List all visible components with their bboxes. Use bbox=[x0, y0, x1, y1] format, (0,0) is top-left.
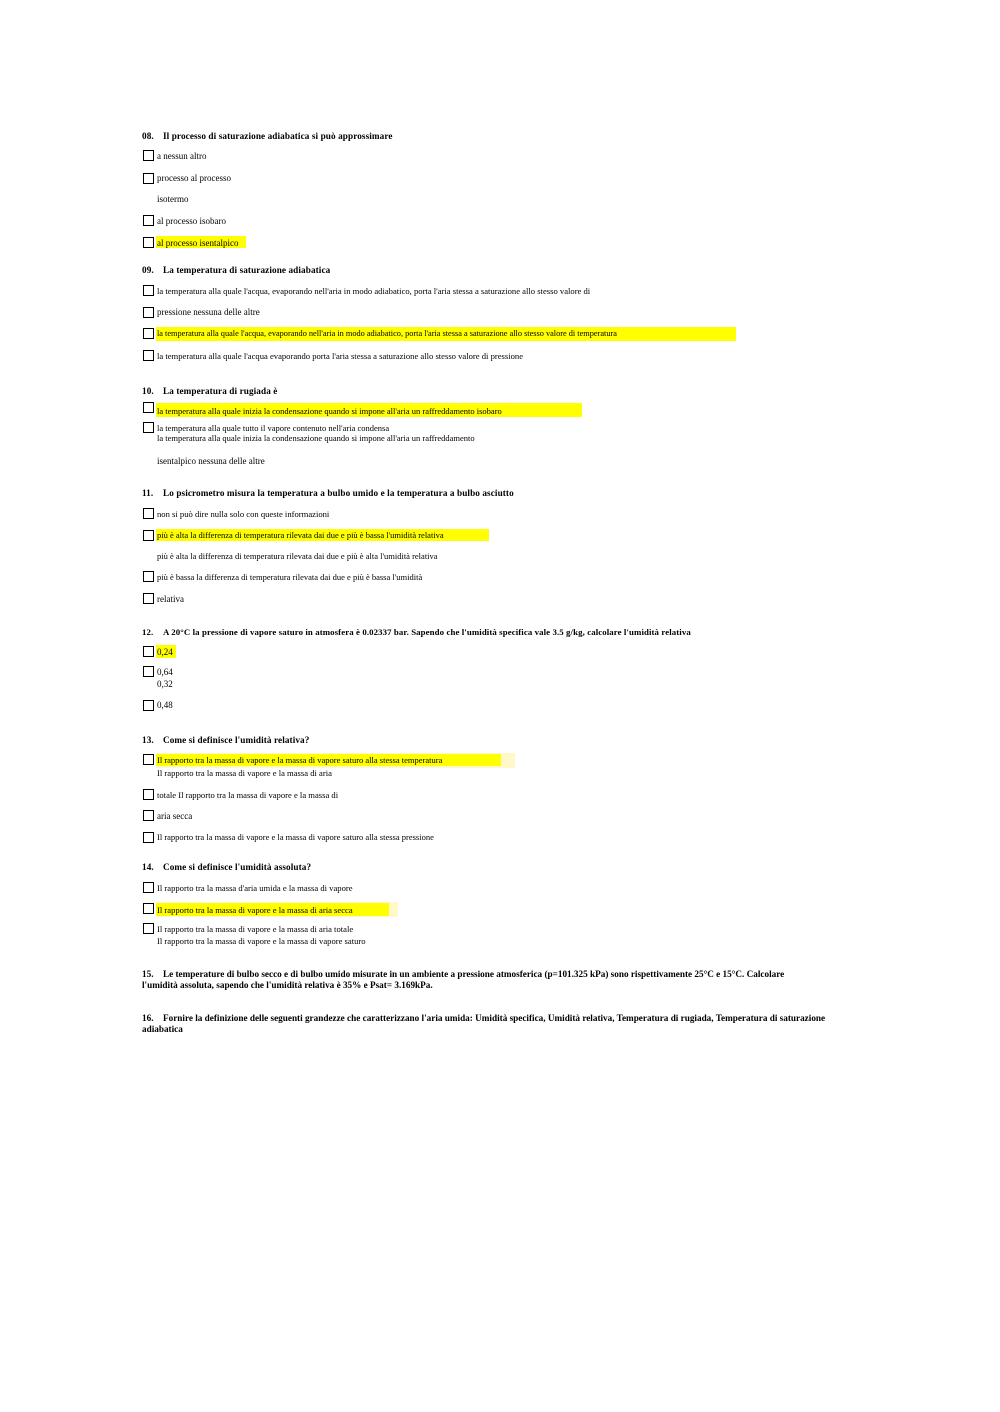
answer-checkbox[interactable] bbox=[143, 789, 154, 800]
answer-checkbox[interactable] bbox=[143, 328, 154, 339]
answer-text: la temperatura alla quale inizia la condensazione quando si impone all'aria un raffreddamento bbox=[157, 433, 475, 443]
answer-text: relativa bbox=[157, 594, 184, 604]
answer-checkbox[interactable] bbox=[143, 422, 154, 433]
answer-checkbox[interactable] bbox=[143, 237, 154, 248]
question-number: 10. bbox=[142, 386, 154, 396]
answer-checkbox[interactable] bbox=[143, 754, 154, 765]
question-number: 08. bbox=[142, 131, 154, 141]
answer-text: più è alta la differenza di temperatura rilevata dai due e più è alta l'umidità relativa bbox=[157, 551, 438, 561]
question-number: 16. bbox=[142, 1013, 154, 1023]
question-12 bbox=[142, 627, 691, 637]
answer-checkbox[interactable] bbox=[143, 508, 154, 519]
question-text: Come si definisce l'umidità assoluta? bbox=[163, 862, 312, 872]
answer-text: Il rapporto tra la massa d'aria umida e la massa di vapore bbox=[157, 883, 353, 893]
answer-text: la temperatura alla quale l'acqua, evaporando nell'aria in modo adiabatico, porta l'aria stessa a saturazione allo stesso valore di bbox=[157, 286, 591, 296]
question-15 bbox=[142, 969, 812, 991]
answer-checkbox[interactable] bbox=[143, 350, 154, 361]
answer-checkbox[interactable] bbox=[143, 571, 154, 582]
answer-text: non si può dire nulla solo con queste informazioni bbox=[157, 509, 330, 519]
answer-text: la temperatura alla quale l'acqua, evaporando nell'aria in modo adiabatico, porta l'aria stessa a saturazione allo stesso valore di temperatura bbox=[157, 329, 617, 338]
question-text: Come si definisce l'umidità relativa? bbox=[163, 735, 310, 745]
answer-checkbox[interactable] bbox=[143, 832, 154, 843]
answer-text: 0,64 bbox=[157, 667, 173, 677]
answer-text: più è bassa la differenza di temperatura rilevata dai due e più è bassa l'umidità bbox=[157, 572, 423, 582]
question-text: Le temperature di bulbo secco e di bulbo umido misurate in un ambiente a pressione atmosferica (p=101.325 kPa) sono rispettivamente 25°C e 15°C. Calcolare l'umidità assoluta, sapendo che l'umidità relativa è 35% e Psat= 3.169kPa. bbox=[142, 969, 785, 990]
answer-text: più è alta la differenza di temperatura rilevata dai due e più è bassa l'umidità relativa bbox=[157, 530, 444, 540]
question-text: A 20°C la pressione di vapore saturo in atmosfera è 0.02337 bar. Sapendo che l'umidità specifica vale 3.5 g/kg, calcolare l'umidità relativa bbox=[163, 627, 691, 637]
answer-checkbox[interactable] bbox=[143, 593, 154, 604]
answer-text: pressione nessuna delle altre bbox=[157, 307, 260, 317]
answer-checkbox[interactable] bbox=[143, 285, 154, 296]
answer-text: Il rapporto tra la massa di vapore e la massa di aria totale bbox=[157, 924, 354, 934]
answer-text: Il rapporto tra la massa di vapore e la massa di vapore saturo bbox=[157, 936, 366, 946]
question-14 bbox=[142, 862, 311, 872]
question-text: Il processo di saturazione adiabatica si può approssimare bbox=[163, 131, 393, 141]
answer-text: processo al processo bbox=[157, 173, 231, 183]
answer-checkbox[interactable] bbox=[143, 530, 154, 541]
question-number: 11. bbox=[142, 488, 154, 498]
question-number: 12. bbox=[142, 627, 154, 637]
question-text: Fornire la definizione delle seguenti grandezze che caratterizzano l'aria umida: Umidità specifica, Umidità relativa, Temperatura di rugiada, Temperatura di saturazione adiabatica bbox=[142, 1013, 826, 1034]
answer-text: totale Il rapporto tra la massa di vapore e la massa di bbox=[157, 790, 339, 800]
question-09 bbox=[142, 265, 330, 275]
answer-text: isotermo bbox=[157, 194, 189, 204]
answer-checkbox[interactable] bbox=[143, 173, 154, 184]
answer-text: Il rapporto tra la massa di vapore e la massa di aria secca bbox=[157, 905, 353, 915]
answer-text: Il rapporto tra la massa di vapore e la massa di vapore saturo alla stessa pressione bbox=[157, 832, 434, 842]
question-11 bbox=[142, 488, 514, 498]
question-text: La temperatura di saturazione adiabatica bbox=[163, 265, 331, 275]
answer-text: la temperatura alla quale tutto il vapore contenuto nell'aria condensa bbox=[157, 423, 390, 433]
answer-checkbox[interactable] bbox=[143, 810, 154, 821]
question-16 bbox=[142, 1013, 842, 1035]
answer-checkbox[interactable] bbox=[143, 307, 154, 318]
answer-text: 0,48 bbox=[157, 700, 173, 710]
question-10 bbox=[142, 386, 277, 396]
answer-checkbox[interactable] bbox=[143, 646, 154, 657]
answer-checkbox[interactable] bbox=[143, 882, 154, 893]
answer-checkbox[interactable] bbox=[143, 700, 154, 711]
question-13 bbox=[142, 735, 309, 745]
answer-text: al processo isobaro bbox=[157, 216, 226, 226]
answer-text: la temperatura alla quale inizia la condensazione quando si impone all'aria un raffreddamento isobaro bbox=[157, 406, 502, 416]
answer-text: 0,24 bbox=[157, 647, 173, 657]
answer-text: Il rapporto tra la massa di vapore e la massa di aria bbox=[157, 768, 332, 778]
answer-text: la temperatura alla quale l'acqua evaporando porta l'aria stessa a saturazione allo stesso valore di pressione bbox=[157, 351, 524, 361]
answer-text: Il rapporto tra la massa di vapore e la massa di vapore saturo alla stessa temperatura bbox=[157, 755, 443, 765]
answer-checkbox[interactable] bbox=[143, 215, 154, 226]
answer-text: 0,32 bbox=[157, 679, 173, 689]
question-text: Lo psicrometro misura la temperatura a bulbo umido e la temperatura a bulbo asciutto bbox=[163, 488, 514, 498]
answer-text: a nessun altro bbox=[157, 151, 207, 161]
answer-checkbox[interactable] bbox=[143, 150, 154, 161]
question-text: La temperatura di rugiada è bbox=[163, 386, 278, 396]
answer-checkbox[interactable] bbox=[143, 666, 154, 677]
answer-text: isentalpico nessuna delle altre bbox=[157, 456, 265, 466]
question-number: 13. bbox=[142, 735, 154, 745]
answer-checkbox[interactable] bbox=[143, 903, 154, 914]
question-number: 09. bbox=[142, 265, 154, 275]
question-number: 15. bbox=[142, 969, 154, 979]
answer-checkbox[interactable] bbox=[143, 923, 154, 934]
answer-checkbox[interactable] bbox=[143, 402, 154, 413]
question-number: 14. bbox=[142, 862, 154, 872]
answer-text: aria secca bbox=[157, 811, 193, 821]
question-08 bbox=[142, 131, 393, 141]
answer-text: al processo isentalpico bbox=[157, 238, 239, 248]
